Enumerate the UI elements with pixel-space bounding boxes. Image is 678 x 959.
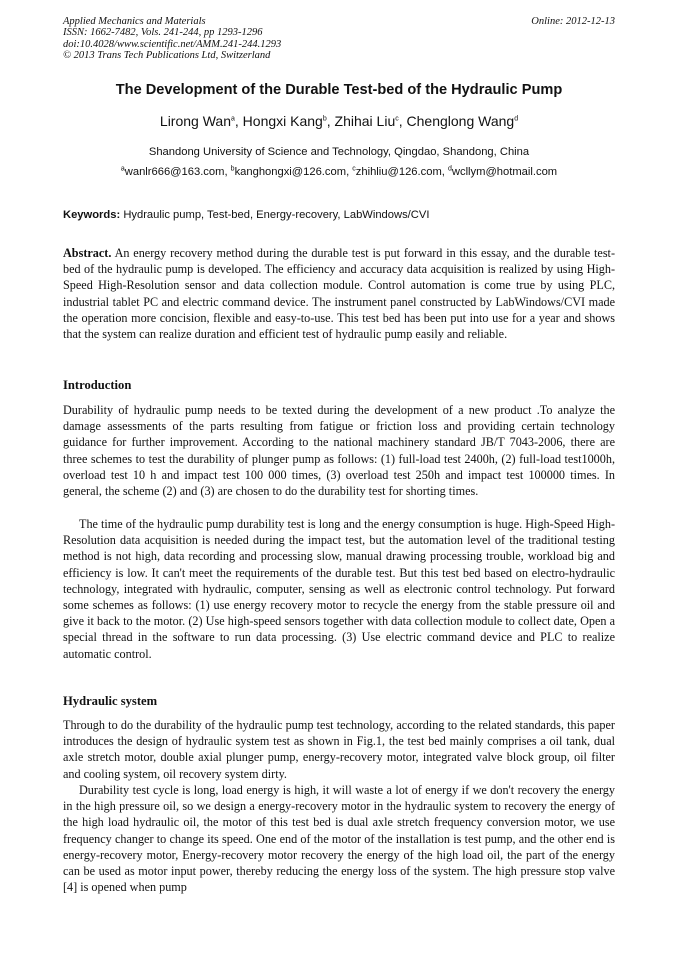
author-mark: c	[395, 115, 399, 123]
journal-header	[63, 16, 615, 62]
author-mark: d	[514, 115, 519, 123]
email-address: kanghongxi@126.com	[234, 166, 347, 178]
email-mark: d	[447, 165, 452, 173]
introduction-paragraph-1: Durability of hydraulic pump needs to be texted during the development of a new product .To analyze the damage assessments of the parts resulting from fatigue or friction loss and providing certain technology guidance for further improvement. According to the national machinery standard JB/T 7043-2006, there are three schemes to test the durability of plunger pump as follows: (1) full-load test 2400h, (2) full-load test1000h, overload test 10 h and impact test 100 000 times, (3) overload test 250h and impact test 100000 times. In general, the scheme (2) and (3) are chosen to do the durability test for shorting times.	[63, 403, 615, 499]
author-mark: b	[322, 115, 327, 123]
keywords-label: Keywords:	[63, 209, 121, 221]
keywords-text: Hydraulic pump, Test-bed, Energy-recovery, LabWindows/CVI	[123, 209, 430, 221]
email-mark: b	[230, 165, 235, 173]
doi-line: doi:10.4028/www.scientific.net/AMM.241-244.1293	[63, 38, 282, 50]
abstract-label: Abstract.	[63, 246, 112, 260]
author-name: Zhihai Liu	[334, 113, 396, 129]
hydraulic-paragraph-1: Through to do the durability of the hydraulic pump test technology, according to the related standards, this paper introduces the design of hydraulic system test as shown in Fig.1, the test bed mainly comprises a oil tank, dual axle stretch motor, double axial plunger pump, energy-recovery motor, integrated valve block group, oil filter and cooling system, oil recovery system dirty.	[63, 718, 615, 781]
author-name: Hongxi Kang	[242, 113, 323, 129]
author-mark: a	[230, 115, 235, 123]
introduction-heading: Introduction	[63, 378, 132, 392]
online-date: Online: 2012-12-13	[531, 16, 615, 27]
hydraulic-system-heading: Hydraulic system	[63, 694, 158, 708]
journal-name: Applied Mechanics and Materials	[63, 16, 206, 27]
author-name: Lirong Wan	[159, 113, 231, 129]
copyright-line: © 2013 Trans Tech Publications Ltd, Switzerland	[63, 50, 271, 62]
email-address: wcllym@hotmail.com	[451, 166, 558, 178]
email-list: $^a$wanlr666@163.com, $^b$kanghongxi@126.com, $^c$zhihliu@126.com, $^d$wcllym@hotmail.com	[120, 165, 558, 178]
email-address: wanlr666@163.com	[124, 166, 225, 178]
issn-line: ISSN: 1662-7482, Vols. 241-244, pp 1293-1296	[63, 27, 263, 39]
author-name: Chenglong Wang	[406, 113, 515, 129]
email-mark: c	[352, 165, 356, 173]
affiliation: Shandong University of Science and Technology, Qingdao, Shandong, China	[148, 146, 530, 158]
email-address: zhihliu@126.com	[355, 166, 442, 178]
hydraulic-paragraph-2: Durability test cycle is long, load energy is high, it will waste a lot of energy if we don't recovery the energy in the high pressure oil, so we design a energy-recovery motor in the hydraulic system to recovery the energy of the high load hydraulic oil, the motor of this test bed is dual axle stretch frequency conversion motor, we use frequency changer to change its speed. One end of the motor of the installation is test pump, and the other end is energy-recovery motor, Energy-recovery motor recovery the energy of the high load oil, the part of the energy can be used as motor input power, thereby reducing the energy loss of the system. The high pressure stop valve [4] is opened when pump	[63, 783, 615, 895]
abstract-paragraph	[63, 245, 615, 342]
introduction-paragraph-2: The time of the hydraulic pump durability test is long and the energy consumption is huge. High-Speed High-Resolution data acquisition is needed during the impact test, but the automation level of the traditional testing method is not high, data recording and processing slow, manual drawing processing trouble, workload big and efficiency is low. It can't meet the requirements of the durable test. But this test bed based on electro-hydraulic technology, integrated with hydraulic, computer, sensing as well as electronic control technology. Put forward some schemes as follows: (1) use energy recovery motor to recycle the energy from the stable pressure oil and give it back to the motor. (2) Use high-speed sensors together with data collection module to collect date, Open a special thread in the software to run data processing. (3) Use electric command device and PLC to realize automatic control.	[63, 517, 615, 661]
author-list: Lirong Wan$^a$, Hongxi Kang$^b$, Zhihai Liu$^c$, Chenglong Wang$^d$	[159, 113, 519, 129]
keywords-line	[63, 209, 615, 221]
abstract-text: An energy recovery method during the durable test is put forward in this essay, and the durable test-bed of the hydraulic pump is developed. The efficiency and accuracy data acquisition is realized by using High-Speed High-Resolution sensor and data collection module. Control automation is come true by using PLC, industrial tablet PC and electric command device. The instrument panel constructed by LabWindows/CVI made the operation more concision, flexible and easy-to-use. This test bed has been put into use for a year and shows that the system can realize duration and efficient test of hydraulic pump easily and reliable.	[63, 246, 616, 342]
paper-title: The Development of the Durable Test-bed of the Hydraulic Pump	[115, 82, 563, 98]
email-mark: a	[120, 165, 125, 173]
